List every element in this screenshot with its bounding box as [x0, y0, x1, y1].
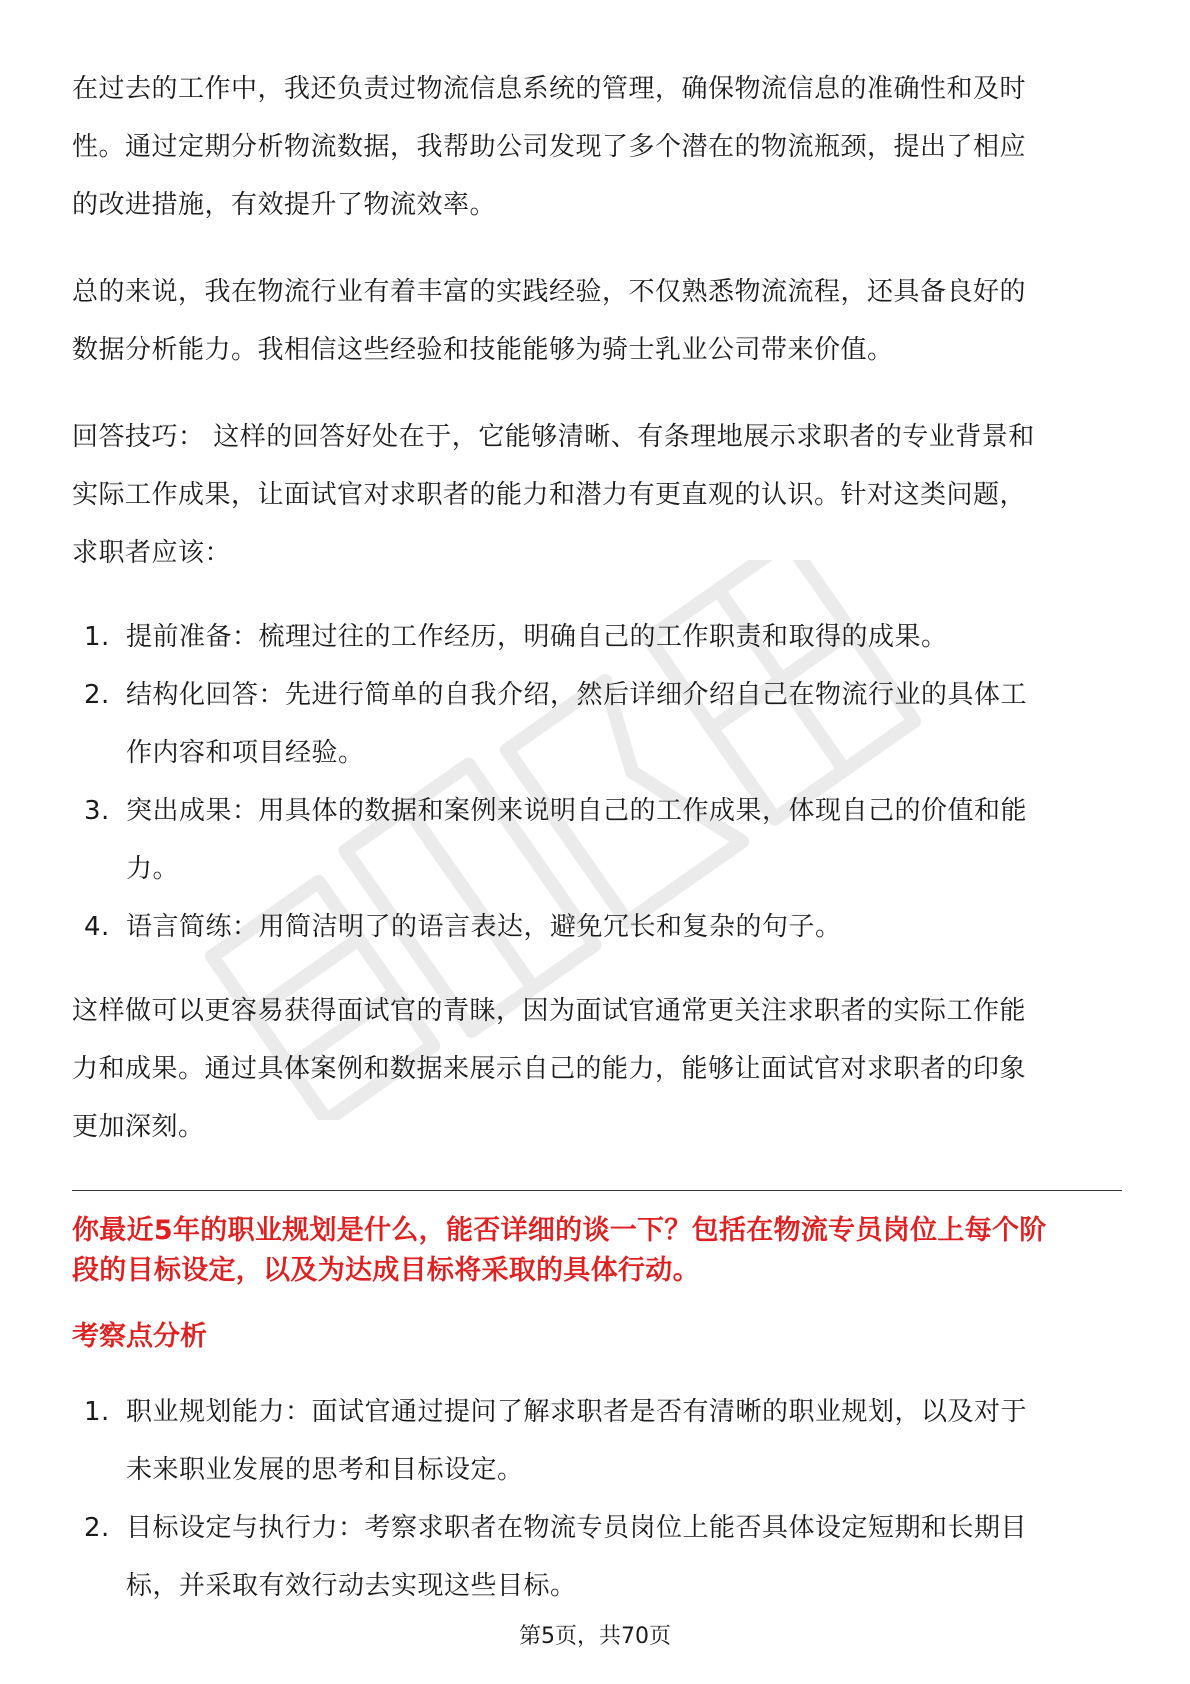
analysis-heading: 考察点分析 [72, 1321, 207, 1352]
text-line: 未来职业发展的思考和目标设定。 [126, 1455, 524, 1485]
list-number: 2. [84, 1513, 110, 1543]
tips-list [72, 608, 1122, 956]
list-item [72, 608, 1122, 666]
paragraph-closing [72, 982, 1122, 1156]
text-line: 实际工作成果，让面试官对求职者的能力和潜力有更直观的认识。针对这类问题， [72, 480, 1027, 510]
text-line: 提前准备：梳理过往的工作经历，明确自己的工作职责和取得的成果。 [126, 622, 948, 652]
analysis-list [72, 1383, 1122, 1615]
paragraph-experience [72, 60, 1122, 234]
text-line: 突出成果：用具体的数据和案例来说明自己的工作成果，体现自己的价值和能 [126, 796, 1028, 826]
text-line: 的改进措施，有效提升了物流效率。 [72, 190, 497, 220]
text-line: 数据分析能力。我相信这些经验和技能能够为骑士乳业公司带来价值。 [72, 335, 894, 365]
list-item [72, 666, 1122, 782]
list-number: 3. [84, 796, 110, 826]
document-body [72, 60, 1122, 1615]
text-line: 结构化回答：先进行简单的自我介绍，然后详细介绍自己在物流行业的具体工 [126, 680, 1028, 710]
list-item [72, 1499, 1122, 1615]
text-line: 力和成果。通过具体案例和数据来展示自己的能力，能够让面试官对求职者的印象 [72, 1054, 1027, 1084]
text-line: 更加深刻。 [72, 1112, 205, 1142]
list-item [72, 782, 1122, 898]
text-line: 求职者应该： [72, 538, 232, 568]
text-line: 性。通过定期分析物流数据，我帮助公司发现了多个潜在的物流瓶颈，提出了相应 [72, 132, 1027, 162]
text-line: 回答技巧： 这样的回答好处在于，它能够清晰、有条理地展示求职者的专业背景和 [72, 422, 1035, 452]
text-line: 标，并采取有效行动去实现这些目标。 [126, 1571, 577, 1601]
text-line: 力。 [126, 854, 180, 884]
list-item [72, 898, 1122, 956]
text-line: 这样做可以更容易获得面试官的青睐，因为面试官通常更关注求职者的实际工作能 [72, 996, 1027, 1026]
text-line: 职业规划能力：面试官通过提问了解求职者是否有清晰的职业规划，以及对于 [126, 1397, 1028, 1427]
interview-question [72, 1211, 1122, 1291]
text-line: 你最近5年的职业规划是什么，能否详细的谈一下？包括在物流专员岗位上每个阶 [72, 1215, 1047, 1246]
list-number: 1. [84, 1397, 110, 1427]
list-number: 4. [84, 912, 110, 942]
text-line: 目标设定与执行力：考察求职者在物流专员岗位上能否具体设定短期和长期目 [126, 1513, 1028, 1543]
page-footer: 第5页，共70页 [519, 1624, 671, 1649]
list-number: 1. [84, 622, 110, 652]
text-line: 作内容和项目经验。 [126, 738, 365, 768]
text-line: 在过去的工作中，我还负责过物流信息系统的管理，确保物流信息的准确性和及时 [72, 74, 1027, 104]
paragraph-answer-tips [72, 408, 1122, 582]
text-line: 段的目标设定，以及为达成目标将采取的具体行动。 [72, 1255, 700, 1286]
text-line: 语言简练：用简洁明了的语言表达，避免冗长和复杂的句子。 [126, 912, 842, 942]
text-line: 总的来说，我在物流行业有着丰富的实践经验，不仅熟悉物流流程，还具备良好的 [72, 277, 1027, 307]
paragraph-summary [72, 263, 1122, 379]
list-item [72, 1383, 1122, 1499]
list-number: 2. [84, 680, 110, 710]
